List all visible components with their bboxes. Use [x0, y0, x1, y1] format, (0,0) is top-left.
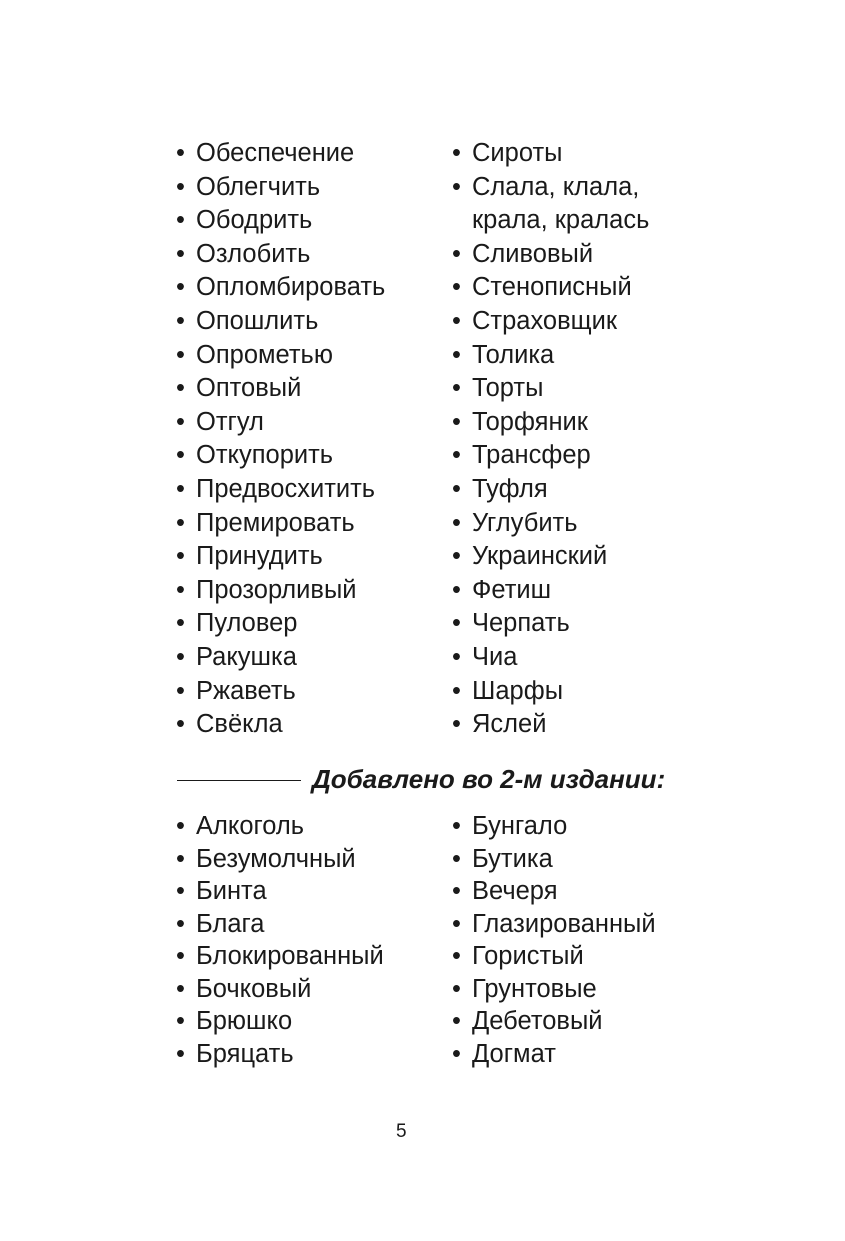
list-item — [452, 675, 649, 709]
word: Прозорливый — [196, 575, 357, 604]
list-item — [176, 810, 384, 843]
word: Бочковый — [196, 974, 312, 1003]
list-item — [176, 1038, 384, 1071]
list-item — [176, 507, 385, 541]
section-heading: Добавлено во 2-м издании: — [312, 764, 666, 794]
word-list-top-right — [452, 137, 649, 742]
list-item — [452, 540, 649, 574]
page-number: 5 — [396, 1121, 407, 1142]
word: Блага — [196, 909, 265, 938]
bullet-icon: • — [452, 139, 461, 167]
word: Гористый — [472, 942, 584, 970]
list-item — [176, 171, 385, 205]
word: Догмат — [472, 1039, 556, 1068]
bullet-icon: • — [452, 844, 461, 873]
list-item — [452, 238, 649, 272]
bullet-icon: • — [176, 609, 185, 638]
bullet-icon: • — [176, 340, 185, 369]
bullet-icon: • — [452, 1039, 461, 1068]
list-item — [452, 574, 649, 608]
list-item — [452, 1005, 656, 1038]
list-item — [176, 641, 385, 675]
bullet-icon: • — [452, 942, 461, 970]
bullet-icon: • — [452, 542, 461, 571]
word: Ракушка — [196, 642, 297, 671]
bullet-icon: • — [176, 812, 185, 840]
bullet-icon: • — [452, 474, 461, 503]
bullet-icon: • — [452, 172, 461, 201]
list-item — [452, 641, 649, 675]
list-item — [176, 708, 385, 742]
bullet-icon: • — [452, 306, 461, 335]
bullet-icon: • — [452, 1007, 461, 1035]
bullet-icon: • — [452, 877, 461, 905]
bullet-icon: • — [452, 642, 461, 671]
list-item — [452, 473, 649, 507]
word: Опломбировать — [196, 273, 386, 302]
section-divider — [177, 780, 301, 781]
word: Трансфер — [472, 441, 591, 470]
list-item — [452, 940, 656, 973]
bullet-icon: • — [452, 374, 461, 403]
list-item — [176, 540, 385, 574]
word: Озлобить — [196, 239, 311, 268]
word: Бунгало — [472, 812, 568, 840]
bullet-icon: • — [176, 942, 185, 970]
list-item — [176, 473, 385, 507]
list-item — [176, 439, 385, 473]
word: Пуловер — [196, 609, 298, 638]
word: Предвосхитить — [196, 474, 376, 503]
word: Принудить — [196, 542, 323, 571]
list-item — [452, 271, 649, 305]
word: Углубить — [472, 508, 578, 537]
word: Страховщик — [472, 306, 618, 335]
list-item — [176, 875, 384, 908]
bullet-icon: • — [452, 340, 461, 369]
bullet-icon: • — [452, 508, 461, 537]
word: Слала, клала, — [472, 172, 640, 201]
word: Бряцать — [196, 1039, 294, 1068]
bullet-icon: • — [176, 474, 185, 503]
word: Дебетовый — [472, 1007, 603, 1035]
list-item — [176, 675, 385, 709]
word: Облегчить — [196, 172, 321, 201]
word: Чиа — [472, 642, 518, 671]
word: Брюшко — [196, 1007, 293, 1035]
list-item — [176, 908, 384, 941]
word: Яслей — [472, 710, 547, 739]
list-item — [176, 137, 385, 171]
bullet-icon: • — [176, 710, 185, 739]
bullet-icon: • — [176, 508, 185, 537]
bullet-icon: • — [176, 1039, 185, 1068]
word-list-top-left — [176, 137, 385, 742]
word: Вечеря — [472, 877, 558, 905]
word: Украинский — [472, 542, 608, 571]
bullet-icon: • — [176, 676, 185, 705]
bullet-icon: • — [452, 710, 461, 739]
list-item — [176, 238, 385, 272]
list-item — [452, 607, 649, 641]
list-item — [176, 204, 385, 238]
list-item — [176, 607, 385, 641]
list-item — [176, 843, 384, 876]
word: Оптовый — [196, 374, 302, 403]
word: Откупорить — [196, 441, 334, 470]
list-item — [452, 372, 649, 406]
bullet-icon: • — [176, 877, 185, 905]
bullet-icon: • — [452, 609, 461, 638]
bullet-icon: • — [176, 642, 185, 671]
list-item — [176, 372, 385, 406]
list-item — [452, 1038, 656, 1071]
word: Сироты — [472, 139, 563, 167]
list-item — [452, 810, 656, 843]
word: Свёкла — [196, 710, 283, 739]
list-item — [452, 339, 649, 373]
bullet-icon: • — [176, 974, 185, 1003]
list-item — [176, 574, 385, 608]
word: Шарфы — [472, 676, 564, 705]
word: Глазированный — [472, 909, 656, 938]
bullet-icon: • — [452, 407, 461, 436]
bullet-icon: • — [176, 206, 185, 235]
word: Опошлить — [196, 306, 319, 335]
bullet-icon: • — [176, 441, 185, 470]
list-item — [452, 137, 649, 171]
list-item — [452, 171, 649, 205]
list-item — [176, 406, 385, 440]
word: Отгул — [196, 407, 264, 436]
word-list-bottom-right — [452, 810, 656, 1070]
list-item — [452, 875, 656, 908]
bullet-icon: • — [176, 407, 185, 436]
word: Бутика — [472, 844, 553, 873]
bullet-icon: • — [176, 542, 185, 571]
bullet-icon: • — [452, 441, 461, 470]
word: Туфля — [472, 474, 548, 503]
word: Обеспечение — [196, 139, 355, 167]
bullet-icon: • — [176, 575, 185, 604]
word: Торты — [472, 374, 544, 403]
bullet-icon: • — [452, 575, 461, 604]
word: Сливовый — [472, 239, 594, 268]
list-item — [452, 439, 649, 473]
word-list-bottom-left — [176, 810, 384, 1070]
bullet-icon: • — [176, 909, 185, 938]
bullet-icon: • — [176, 1007, 185, 1035]
list-item — [452, 406, 649, 440]
bullet-icon: • — [176, 239, 185, 268]
list-item — [452, 843, 656, 876]
word: Грунтовые — [472, 974, 597, 1003]
list-item-continuation — [452, 204, 649, 238]
list-item — [452, 708, 649, 742]
word: Алкоголь — [196, 812, 305, 840]
word: Блокированный — [196, 942, 384, 970]
list-item — [176, 1005, 384, 1038]
word: Опрометью — [196, 340, 333, 369]
bullet-icon: • — [452, 974, 461, 1003]
word: Торфяник — [472, 407, 588, 436]
bullet-icon: • — [176, 844, 185, 873]
word: Безумолчный — [196, 844, 356, 873]
word: Ободрить — [196, 206, 313, 235]
word: Стенописный — [472, 273, 632, 302]
bullet-icon: • — [452, 273, 461, 302]
list-item — [176, 271, 385, 305]
bullet-icon: • — [452, 676, 461, 705]
bullet-icon: • — [452, 239, 461, 268]
list-item — [452, 973, 656, 1006]
word: крала, кралась — [472, 206, 650, 235]
bullet-icon: • — [452, 909, 461, 938]
bullet-icon: • — [452, 812, 461, 840]
word: Фетиш — [472, 575, 552, 604]
word: Черпать — [472, 609, 570, 638]
list-item — [452, 908, 656, 941]
list-item — [176, 940, 384, 973]
list-item — [176, 339, 385, 373]
word: Бинта — [196, 877, 267, 905]
list-item — [452, 305, 649, 339]
list-item — [176, 973, 384, 1006]
bullet-icon: • — [176, 139, 185, 167]
list-item — [176, 305, 385, 339]
list-item — [452, 507, 649, 541]
bullet-icon: • — [176, 273, 185, 302]
bullet-icon: • — [176, 172, 185, 201]
bullet-icon: • — [176, 306, 185, 335]
word: Ржаветь — [196, 676, 296, 705]
word: Толика — [472, 340, 555, 369]
bullet-icon: • — [176, 374, 185, 403]
word: Премировать — [196, 508, 355, 537]
